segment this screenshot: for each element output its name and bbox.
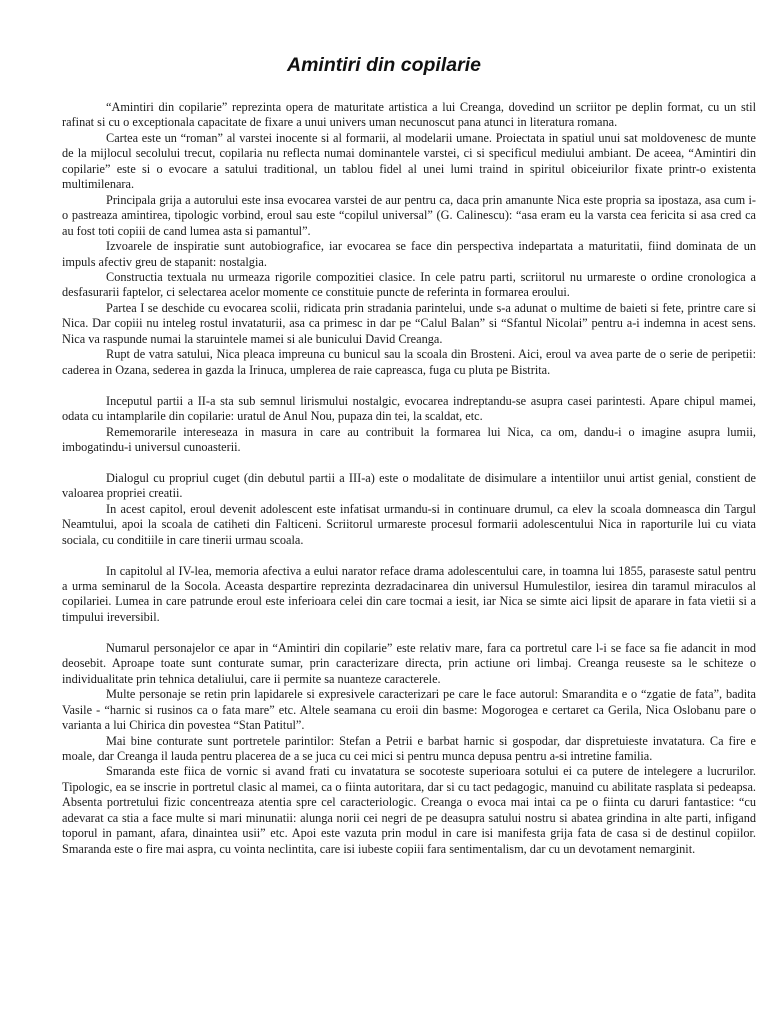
paragraph: Rememorarile intereseaza in masura in care au contribuit la formarea lui Nica, ca om, dandu-i o imagine asupra lumii, imbogatindu-i universul cunoasterii. <box>62 424 756 454</box>
paragraph: Izvoarele de inspiratie sunt autobiografice, iar evocarea se face din perspectiva indepartata a maturitatii, fiind dominata de un impuls afectiv greu de stapanit: nostalgia. <box>62 239 756 269</box>
paragraph: Partea I se deschide cu evocarea scolii, ridicata prin stradania parintelui, unde s-a adunat o multime de baieti si fete, printre care si Nica. Dar copiii nu inteleg rostul invataturii, asa ca primesc in dar pe “Calul Balan” si “Sfantul Nicolai” pentru a-i indemna in acest sens. Nica va raspunde numai la staruintele mamei si ale bunicului David Creanga. <box>62 300 756 346</box>
paragraph: Inceputul partii a II-a sta sub semnul lirismului nostalgic, evocarea indreptandu-se asupra casei parintesti. Apare chipul mamei, odata cu intamplarile din copilarie: uratul de Anul Nou, pupaza din tei, la scaldat, etc. <box>62 393 756 424</box>
document-title: Amintiri din copilarie <box>287 54 481 76</box>
paragraph: Constructia textuala nu urmeaza rigorile compozitiei clasice. In cele patru parti, scriitorul nu urmareste o ordine cronologica a desfasurarii faptelor, ci selectarea acelor momente ce constituie puncte de referinta in formarea eroului. <box>62 269 756 300</box>
paragraph: Mai bine conturate sunt portretele parintilor: Stefan a Petrii e barbat harnic si gospodar, dar dispretuieste invatatura. Ca fire e moale, dar Creanga il lauda pentru placerea de a se juca cu cei mici si pentru munca depusa pentru a-si intretine familia. <box>62 733 756 763</box>
paragraph: “Amintiri din copilarie” reprezinta opera de maturitate artistica a lui Creanga, dovedind un scriitor pe deplin format, cu un stil rafinat si cu o exceptionala capacitate de fixare a unui univers uman necunoscut pana atunci in literatura romana. <box>62 100 756 130</box>
paragraph: In capitolul al IV-lea, memoria afectiva a eului narator reface drama adolescentului care, in toamna lui 1855, paraseste satul pentru a urma seminarul de la Socola. Aceasta despartire reprezinta dezradacinarea din universul Humulestilor, iesirea din taramul miraculos al copilariei. Lumea in care patrunde eroul este inferioara celei din care tocmai a iesit, iar Nica se simte aici lipsit de aparare in fata vietii si a timpului ireversibil. <box>62 563 756 624</box>
paragraph: Numarul personajelor ce apar in “Amintiri din copilarie” este relativ mare, fara ca portretul care l-i se face sa fie adancit in mod deosebit. Aproape toate sunt conturate sumar, prin caracterizare directa, prin actiune ori limbaj. Creanga reuseste sa le schiteze o individualitate prin tehnica detaliului, care ii permite sa nuanteze caracterele. <box>62 640 756 686</box>
paragraph: Smaranda este fiica de vornic si avand frati cu invatatura se socoteste superioara sotului ei ca putere de intelegere a lucrurilor. Tipologic, ea se inscrie in portretul clasic al mamei, ca o fiinta autoritara, dar si cu tact pedagogic, manuind cu abilitate rasplata si pedeapsa. Absenta portretului fizic concentreaza atentia spre cel caracteriologic. Creanga o evoca mai intai ca pe o fiinta cu daruri fantastice: “cu adevarat ca stia a face multe si mari minunatii: alunga norii cei negri de pe deasupra satului nostru si abatea grindina in alte parti, infigand toporul in pamant, afara, dinaintea usii” etc. Apoi este vazuta prin modul in care isi manifesta grija fata de casa si de destinul copiilor. Smaranda este o fire mai aspra, cu vointa neclintita, care isi iubeste copiii fara sentimentalism, dar cu un devotament nemarginit. <box>62 764 756 856</box>
paragraph: Multe personaje se retin prin lapidarele si expresivele caracterizari pe care le face autorul: Smarandita e o “zgatie de fata”, badita Vasile - “harnic si rusinos ca o fata mare” etc. Altele seamana cu eroii din basme: Mogorogea e certaret ca Gerila, Nica Oslobanu pare o varianta a lui Chirica din povestea “Stan Patitul”. <box>62 687 756 733</box>
paragraph: Dialogul cu propriul cuget (din debutul partii a III-a) este o modalitate de disimulare a intentiilor unui artist genial, constient de valoarea propriei creatii. <box>62 470 756 501</box>
document-body <box>62 100 756 857</box>
paragraph: Cartea este un “roman” al varstei inocente si al formarii, al modelarii umane. Proiectata in spatiul unui sat moldovenesc de munte de la mijlocul secolului trecut, copilaria nu reflecta numai dominantele varstei, ci si specificul mediului ambiant. De aceea, “Amintiri din copilarie” este si o evocare a satului traditional, un tablou fidel al unei lumi traind in spiritul obiceiurilor fixate printr-o existenta multimilenara. <box>62 130 756 192</box>
paragraph: Rupt de vatra satului, Nica pleaca impreuna cu bunicul sau la scoala din Brosteni. Aici, eroul va avea parte de o serie de peripetii: caderea in Ozana, sederea in gazda la Irinuca, umplerea de raie capreasca, fuga cu pluta pe Bistrita. <box>62 347 756 377</box>
paragraph: In acest capitol, eroul devenit adolescent este infatisat urmandu-si in continuare drumul, ca elev la scoala domneasca din Targul Neamtului, apoi la scoala de catiheti din Falticeni. Scriitorul urmareste procesul formarii adolescentului Nica in raporturile lui cu viata sociala, cu conditiile in care tinerii urmau scoala. <box>62 501 756 547</box>
paragraph: Principala grija a autorului este insa evocarea varstei de aur pentru ca, daca prin amanunte Nica este propria sa ipostaza, asa cum i-o pastreaza amintirea, tipologic vorbind, eroul sau este “copilul universal” (G. Calinescu): “asa eram eu la varsta cea fericita si asa cred ca au fost toti copiii de cand lumea asta si pamantul”. <box>62 192 756 238</box>
